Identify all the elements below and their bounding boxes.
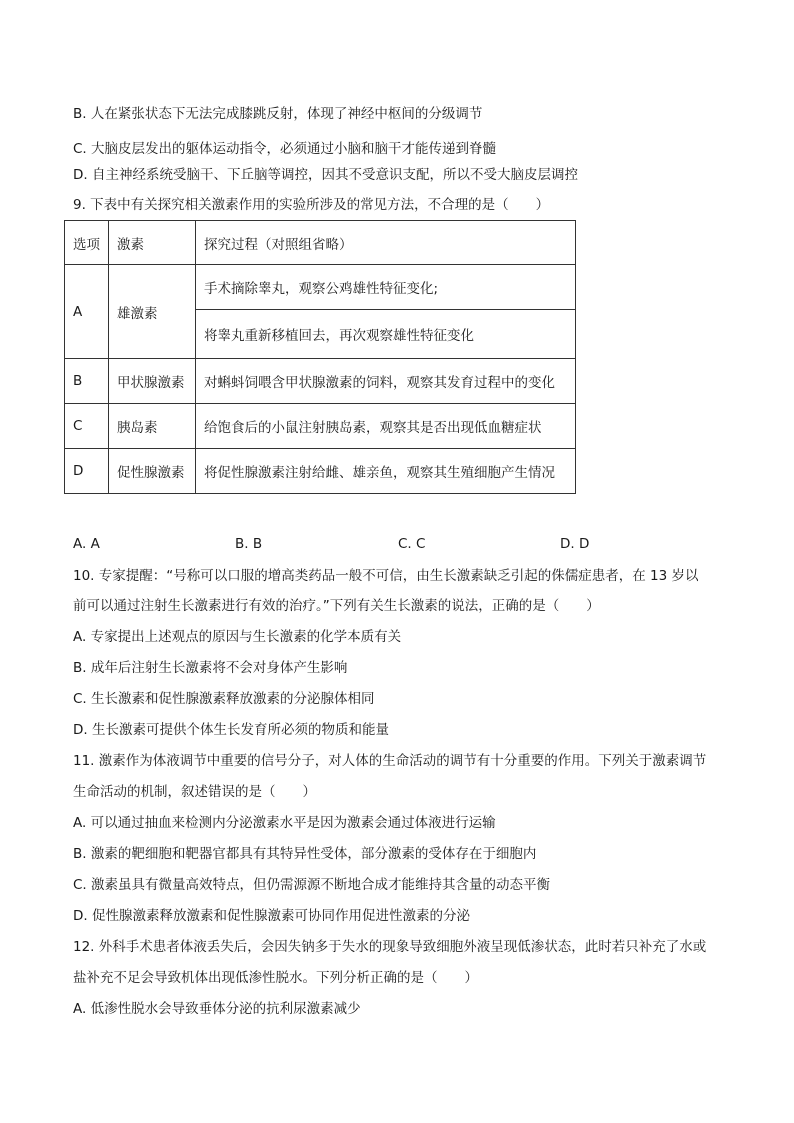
row-d-process: 将促性腺激素注射给雌、雄亲鱼，观察其生殖细胞产生情况 — [196, 449, 576, 494]
q9-option-b: B. B — [235, 536, 263, 552]
q9-stem: 9. 下表中有关探究相关激素作用的实验所涉及的常见方法，不合理的是（ ） — [73, 197, 550, 213]
q11-option-d: D. 促性腺激素释放激素和促性腺激素可协同作用促进性激素的分泌 — [73, 908, 470, 924]
row-a-option: A — [65, 265, 109, 359]
row-b-option: B — [65, 359, 109, 404]
q9-option-a: A. A — [73, 536, 100, 552]
row-a-process-2: 将睾丸重新移植回去，再次观察雄性特征变化 — [196, 310, 576, 359]
table-row — [65, 265, 576, 310]
row-c-hormone: 胰岛素 — [109, 404, 196, 449]
row-c-option: C — [65, 404, 109, 449]
q10-option-d: D. 生长激素可提供个体生长发育所必须的物质和能量 — [73, 722, 389, 738]
q11-stem-line2: 生命活动的机制，叙述错误的是（ ） — [73, 784, 316, 800]
row-d-hormone: 促性腺激素 — [109, 449, 196, 494]
row-c-process: 给饱食后的小鼠注射胰岛素，观察其是否出现低血糖症状 — [196, 404, 576, 449]
table-row — [65, 404, 576, 449]
q11-option-b: B. 激素的靶细胞和靶器官都具有其特异性受体，部分激素的受体存在于细胞内 — [73, 846, 537, 862]
q10-option-c: C. 生长激素和促性腺激素释放激素的分泌腺体相同 — [73, 691, 375, 707]
q10-stem-line1: 10. 专家提醒：“号称可以口服的增高类药品一般不可信，由生长激素缺乏引起的侏儒症患者，在 13 岁以 — [73, 568, 699, 584]
row-a-hormone: 雄激素 — [109, 265, 196, 359]
header-process: 探究过程（对照组省略） — [196, 221, 576, 265]
q8-option-b: B. 人在紧张状态下无法完成膝跳反射，体现了神经中枢间的分级调节 — [73, 106, 483, 122]
row-b-process: 对蝌蚪饲喂含甲状腺激素的饲料，观察其发育过程中的变化 — [196, 359, 576, 404]
q11-option-c: C. 激素虽具有微量高效特点，但仍需源源不断地合成才能维持其含量的动态平衡 — [73, 877, 551, 893]
table-row — [65, 359, 576, 404]
row-a-process-1: 手术摘除睾丸，观察公鸡雄性特征变化; — [196, 265, 576, 310]
header-hormone: 激素 — [109, 221, 196, 265]
q12-stem-line2: 盐补充不足会导致机体出现低渗性脱水。下列分析正确的是（ ） — [73, 970, 478, 986]
q12-option-a: A. 低渗性脱水会导致垂体分泌的抗利尿激素减少 — [73, 1001, 361, 1017]
row-d-option: D — [65, 449, 109, 494]
q8-option-c: C. 大脑皮层发出的躯体运动指令，必须通过小脑和脑干才能传递到脊髓 — [73, 141, 497, 157]
table-header-row — [65, 221, 576, 265]
q10-stem-line2: 前可以通过注射生长激素进行有效的治疗。”下列有关生长激素的说法，正确的是（ ） — [73, 598, 600, 614]
q8-option-d: D. 自主神经系统受脑干、下丘脑等调控，因其不受意识支配，所以不受大脑皮层调控 — [73, 167, 578, 183]
row-b-hormone: 甲状腺激素 — [109, 359, 196, 404]
q11-option-a: A. 可以通过抽血来检测内分泌激素水平是因为激素会通过体液进行运输 — [73, 815, 496, 831]
table-row — [65, 449, 576, 494]
q10-option-b: B. 成年后注射生长激素将不会对身体产生影响 — [73, 660, 348, 676]
q9-option-c: C. C — [398, 536, 426, 552]
header-option: 选项 — [65, 221, 109, 265]
q9-options — [73, 536, 633, 554]
q10-option-a: A. 专家提出上述观点的原因与生长激素的化学本质有关 — [73, 629, 402, 645]
q9-table — [64, 220, 576, 494]
q11-stem-line1: 11. 激素作为体液调节中重要的信号分子，对人体的生命活动的调节有十分重要的作用。下列关于激素调节 — [73, 753, 707, 769]
q9-option-d: D. D — [560, 536, 590, 552]
q12-stem-line1: 12. 外科手术患者体液丢失后，会因失钠多于失水的现象导致细胞外液呈现低渗状态，此时若只补充了水或 — [73, 939, 707, 955]
